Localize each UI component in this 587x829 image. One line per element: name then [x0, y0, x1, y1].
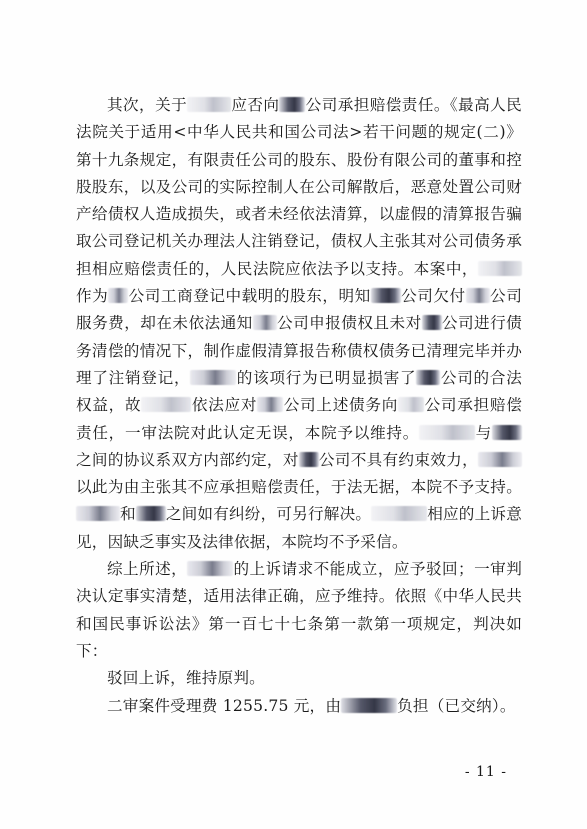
paragraph [76, 665, 522, 692]
text-run: 公司工商登记中载明的股东，明知 [128, 287, 371, 306]
text-run: 的上诉请求不能成立，应予驳回；一审判决认定事实清楚，适用法律正确，应予维持。依照《中华人民共和国民事诉讼法》第一百七十七条第一款第一项规定，判决如下： [76, 560, 522, 660]
text-run: 依法应对 [191, 396, 258, 415]
redaction-mark [419, 425, 475, 440]
text-run: 以此为由主张其不应承担赔偿责任，于法无据，本院不予支持。 [76, 478, 522, 497]
redaction-mark [422, 315, 442, 330]
text-run: 其次，关于 [107, 96, 188, 114]
text-run: 公司承担赔偿责任。《最高人民法院关于适用<中华人民共和国公司法>若干问题的规定(二)》第十九条规定，有限责任公司的股东、股份有限公司的董事和控股股东，以及公司的实际控制人在公司解散后，恶意处置公司财产给债权人造成损失，或者未经依法清算，以虚假的清算报告骗取公司登记机关办理法人注销登记，债权人主张其对公司债务承担相应赔偿责任的，人民法院应依法予以支持。本案中， [76, 96, 522, 278]
redaction-mark [371, 288, 401, 303]
text-run: 综上所述， [107, 560, 188, 579]
judgment-text [76, 92, 522, 720]
text-run: 二审案件受理费 1255.75 元，由 [107, 696, 342, 715]
redaction-mark [279, 97, 305, 112]
paragraph [76, 693, 522, 720]
redaction-mark [257, 397, 283, 412]
redaction-mark [341, 698, 397, 713]
text-run: 公司不具有约束效力， [318, 450, 478, 469]
redaction-mark [187, 97, 231, 112]
redaction-mark [253, 315, 277, 330]
text-run: 公司申报债权且未对 [276, 314, 422, 333]
text-run: 公司的合法权益，故 [76, 368, 522, 415]
redaction-mark [492, 425, 522, 440]
text-run: 相应的上诉意见，因缺乏事实及法律依据，本院均不予采信。 [76, 505, 522, 551]
paragraph [76, 556, 522, 665]
redaction-mark [478, 452, 522, 467]
text-run: 公司欠付 [400, 287, 466, 306]
text-run: 和 [120, 505, 136, 524]
paragraph [76, 92, 522, 556]
redaction-mark [478, 261, 522, 276]
redaction-mark [416, 370, 440, 385]
redaction-mark [76, 506, 120, 521]
redaction-mark [299, 452, 319, 467]
text-run: 与 [475, 423, 493, 442]
page-number: - 11 - [464, 764, 507, 780]
text-run: 公司承担赔偿责任，一审法院对此认定无误，本院予以维持。 [76, 396, 523, 442]
redaction-mark [108, 288, 128, 303]
text-run: 公司进行债务清偿的情况下，制作虚假清算报告称债权债务已清理完毕并办理了注销登记， [76, 314, 522, 387]
text-run: 公司服务费，却在未依法通知 [76, 287, 522, 333]
redaction-mark [190, 370, 236, 385]
redaction-mark [371, 506, 427, 521]
redaction-mark [187, 561, 233, 576]
text-run: 驳回上诉，维持原判。 [107, 669, 265, 688]
redaction-mark [398, 397, 424, 412]
text-run: 作为 [76, 287, 109, 306]
text-run: 负担（已交纳）。 [397, 696, 516, 715]
text-run: 的该项行为已明显损害了 [236, 368, 417, 387]
redaction-mark [466, 288, 490, 303]
text-run: 之间的协议系双方内部约定，对 [76, 450, 299, 469]
text-run: 公司上述债务向 [283, 396, 399, 415]
redaction-mark [141, 397, 191, 412]
text-run: 之间如有纠纷，可另行解决。 [165, 505, 372, 524]
text-run: 应否向 [231, 96, 280, 114]
redaction-mark [136, 506, 166, 521]
